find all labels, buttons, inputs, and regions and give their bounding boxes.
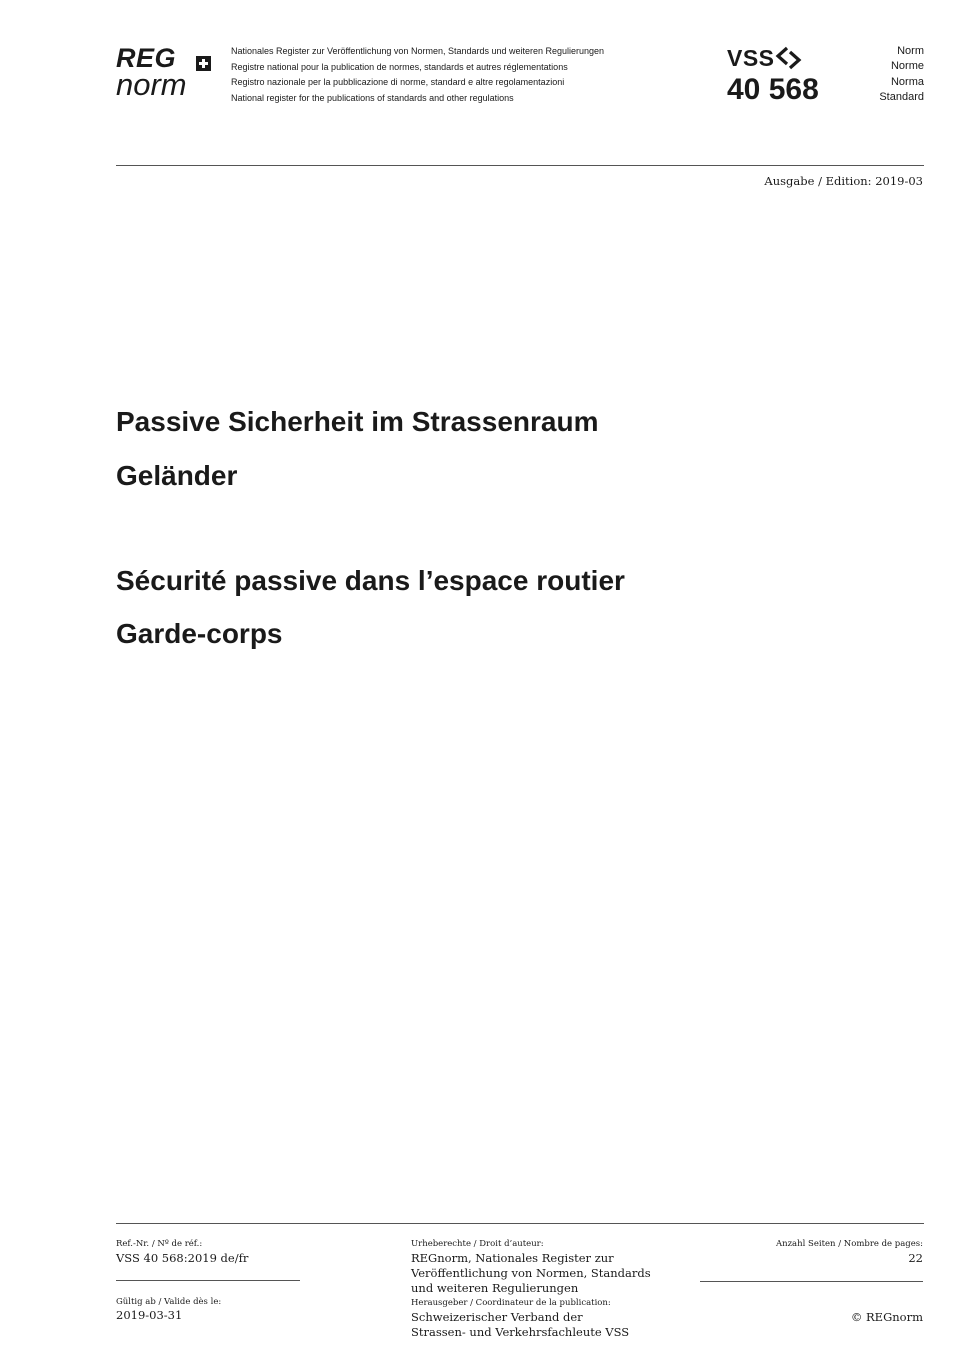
register-line-it: Registro nazionale per la pubblicazione di norme, standard e altre regolamentazioni [231,77,565,87]
publisher-line-2: Strassen- und Verkehrsfachleute VSS [411,1325,630,1339]
copyright-label: Urheberechte / Droit d’auteur: [411,1239,544,1249]
document-type-de: Norm [897,45,924,57]
publisher-line-1: Schweizerischer Verband der [411,1310,583,1324]
header-divider [116,165,924,166]
reference-value: VSS 40 568:2019 de/fr [116,1251,249,1265]
vss-logo [727,45,807,71]
publisher-label: Herausgeber / Coordinateur de la publication: [411,1298,611,1308]
valid-from-value: 2019-03-31 [116,1308,183,1322]
page-count-value: 22 [908,1251,923,1265]
vss-logo-text: VSS [727,45,775,71]
footer-divider [116,1223,924,1224]
reference-separator [116,1280,300,1281]
edition-label: Ausgabe / Edition: 2019-03 [764,174,923,188]
register-description [231,44,691,106]
title-german: Passive Sicherheit im Strassenraum [116,406,599,437]
register-line-de: Nationales Register zur Veröffentlichung von Normen, Standards und weiteren Regulierungen [231,46,605,56]
reference-label: Ref.-Nr. / Nº de réf.: [116,1239,203,1249]
regnorm-logo [116,44,216,104]
copyright-line-3: und weiteren Regulierungen [411,1281,579,1295]
regnorm-logo-bottom: norm [116,67,187,102]
swiss-cross-icon [196,56,211,71]
document-type-it: Norma [890,75,924,88]
vss-chevron-icon [775,46,803,70]
page-count-separator [700,1281,923,1282]
register-line-en: National register for the publications of standards and other regulations [231,92,514,103]
document-type-en: Standard [879,90,924,103]
register-line-fr: Registre national pour la publication de normes, standards et autres réglementations [231,61,568,72]
copyright-line-2: Veröffentlichung von Normen, Standards [411,1266,651,1280]
copyright-mark: © REGnorm [850,1310,923,1324]
document-type-list [879,44,924,105]
regnorm-logo-top: REG [116,43,177,73]
subtitle-german: Geländer [116,460,238,491]
document-type-fr: Norme [890,60,924,73]
title-french: Sécurité passive dans l’espace routier [116,565,625,596]
copyright-line-1: REGnorm, Nationales Register zur [411,1251,614,1265]
standard-number: 40 568 [727,73,819,106]
subtitle-french: Garde-corps [116,618,283,649]
valid-from-label: Gültig ab / Valide dès le: [116,1297,222,1307]
page-count-label: Anzahl Seiten / Nombre de pages: [775,1239,923,1249]
